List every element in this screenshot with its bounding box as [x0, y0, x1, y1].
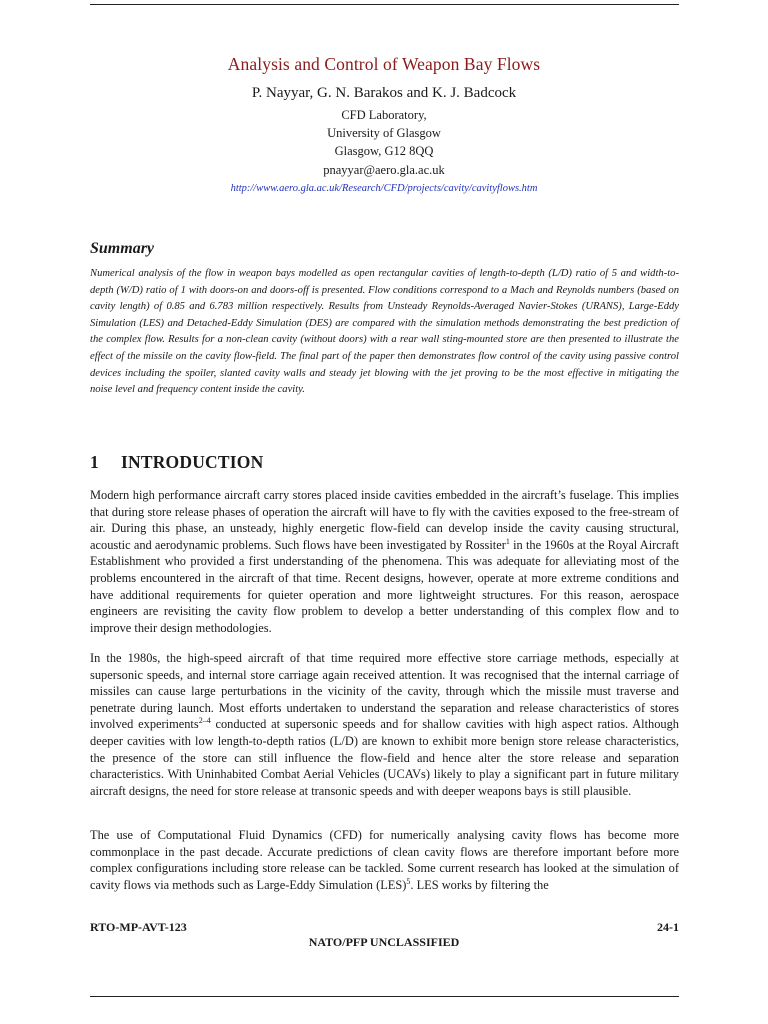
citation-ref: 1: [505, 536, 510, 546]
paragraph-text: conducted at supersonic speeds and for shallow cavities with high aspect ratios. Although deeper cavities with low length-to-depth ratios (L/D) are known to exhibit more benign store release characteristics, the presence of the store can still influence the flow-field and hence alter the store release and separation characteristics. With Uninhabited Combat Aerial Vehicles (UCAVs) likely to play a significant part in future military aircraft designs, the need for store release at transonic speeds and with deeper weapons bays is still plausible.: [90, 717, 679, 798]
summary-heading: Summary: [90, 240, 155, 257]
affiliation-city: Glasgow, G12 8QQ: [334, 144, 434, 158]
intro-paragraph-2: [90, 650, 679, 799]
author-email: pnayyar@aero.gla.ac.uk: [323, 163, 445, 177]
paper-title: Analysis and Control of Weapon Bay Flows: [227, 54, 541, 74]
affiliation-lab: CFD Laboratory,: [341, 108, 427, 122]
section-title: INTRODUCTION: [121, 452, 264, 472]
paragraph-text: The use of Computational Fluid Dynamics (CFD) for numerically analysing cavity flows has become more commonplace in the past decade. Accurate predictions of clean cavity flows are therefore important before more complex configurations including store release can be tackled. Some current research has looked at the simulation of cavity flows via methods such as Large-Eddy Simulation (LES): [90, 828, 679, 892]
top-rule: [90, 4, 679, 5]
project-url-link[interactable]: http://www.aero.gla.ac.uk/Research/CFD/projects/cavity/cavityflows.htm: [230, 183, 538, 194]
intro-paragraph-1: [90, 487, 679, 636]
summary-body: Numerical analysis of the flow in weapon bays modelled as open rectangular cavities of length-to-depth (L/D) ratio of 5 and width-to-depth (W/D) ratio of 1 with doors-on and doors-off is presented. Flow conditions correspond to a Mach and Reynolds numbers (based on cavity length) of 0.85 and 6.783 million respectively. Results from Unsteady Reynolds-Averaged Navier-Stokes (URANS), Large-Eddy Simulation (LES) and Detached-Eddy Simulation (DES) are compared with the simulation methods demonstrating the best prediction of the complex flow. Results for a non-clean cavity (without doors) with a rear wall sting-mounted store are then presented to illustrate the effect of the missile on the cavity flow-field. The final part of the paper then demonstrates flow control of the cavity using passive control devices including the spoiler, slanted cavity walls and steady jet blowing with the jet proving to be the most effective in mitigating the noise level and frequency content inside the cavity.: [90, 268, 679, 396]
footer-classification: NATO/PFP UNCLASSIFIED: [308, 935, 460, 949]
paragraph-text: Modern high performance aircraft carry stores placed inside cavities embedded in the aircraft’s fuselage. This implies that during store release phases of operation the aircraft will have to fly with the cavities exposed to the free-stream of air. During this phase, an unsteady, highly energetic flow-field can develop inside the cavity causing structural, acoustic and aerodynamic problems. Such flows have been investigated by Rossiter: [90, 488, 679, 552]
paragraph-text: . LES works by filtering the: [410, 877, 549, 892]
paragraph-text: in the 1960s at the Royal Aircraft Establishment who provided a first understanding of the phenomena. This was adequate for alleviating most of the problems encountered in the aircraft of that time. Recent designs, however, operate at more extreme conditions and have additional requirements for quieter operation and more lightweight structures. For this reason, aerospace engineers are revisiting the cavity flow problem to develop a better understanding of this complex flow and to improve their design methodologies.: [90, 537, 680, 635]
section-number: 1: [90, 452, 99, 472]
section-heading-introduction: [90, 452, 263, 473]
affiliation-university: University of Glasgow: [327, 126, 441, 140]
citation-ref: 5: [406, 876, 411, 886]
footer-report-number: RTO-MP-AVT-123: [90, 920, 187, 934]
intro-paragraph-3: [90, 827, 679, 893]
author-list: P. Nayyar, G. N. Barakos and K. J. Badcock: [251, 85, 517, 101]
paragraph-text: In the 1980s, the high-speed aircraft of that time required more effective store carriage methods, especially at supersonic speeds, and internal store carriage again received attention. It was recognised that the internal carriage of missiles can cause large perturbations in the vicinity of the cavity, through which the missile must traverse and penetrate during launch. Most efforts undertaken to understand the separation and release characteristics of stores involved experiments: [90, 651, 679, 732]
footer-page-number: 24-1: [657, 920, 679, 934]
bottom-rule: [90, 996, 679, 997]
citation-ref: 2–4: [198, 716, 211, 726]
